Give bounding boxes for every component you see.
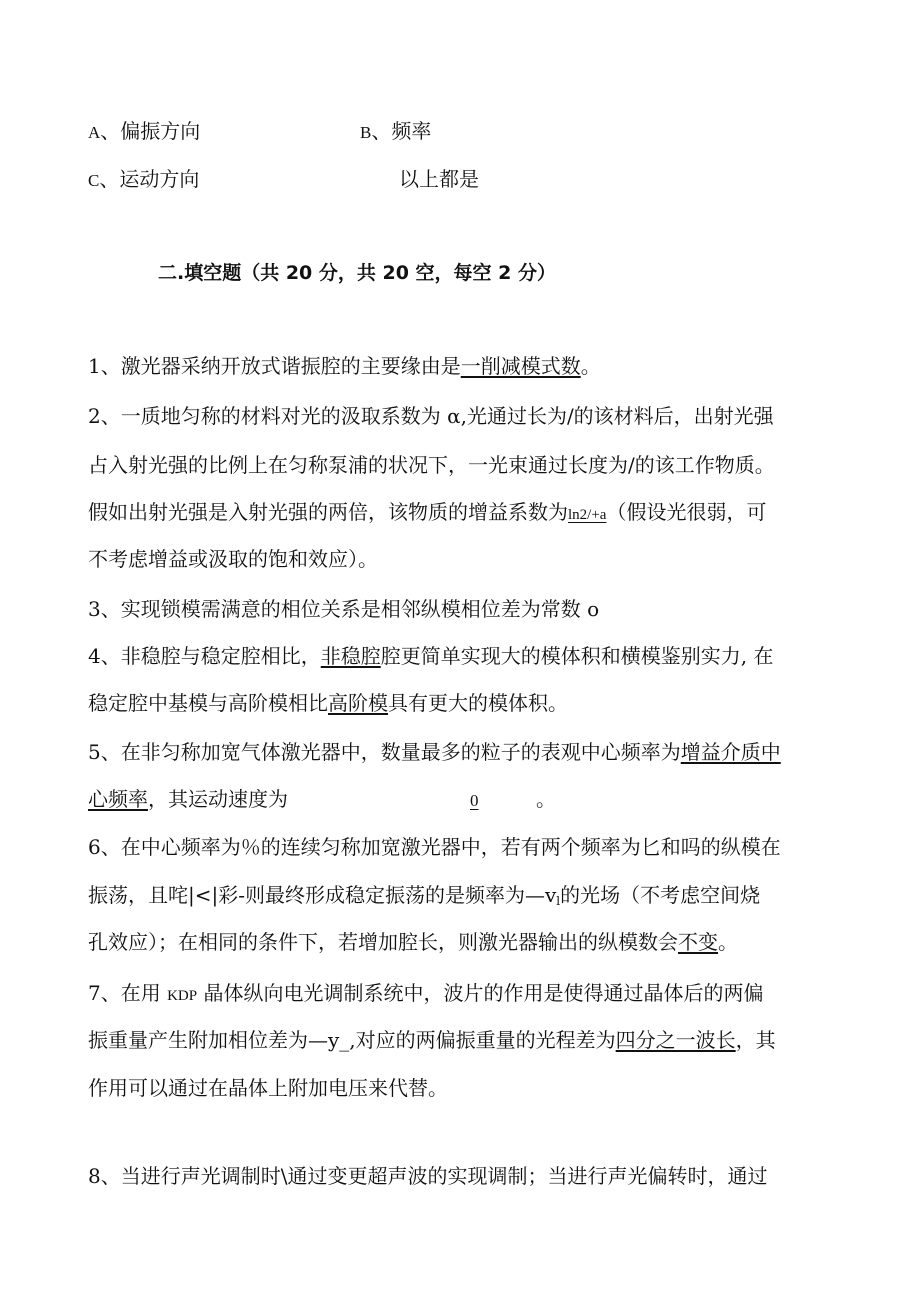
- question-5-answer-2-wrap: [470, 786, 479, 814]
- option-a-letter: A: [88, 123, 101, 142]
- question-2-line-1: 2、一质地匀称的材料对光的汲取系数为 α,光通过长为/的该材料后，出射光强: [88, 404, 774, 428]
- question-7-line-1a: 7、在用: [88, 981, 168, 1005]
- option-d: [399, 166, 479, 192]
- question-1-end: 。: [580, 354, 601, 378]
- option-c-text: 、运动方向: [99, 167, 200, 191]
- question-4-line-2a: 稳定腔中基模与高阶模相比: [88, 691, 328, 715]
- question-5-line-2b: 。: [536, 787, 556, 811]
- option-a-text: 、偏振方向: [100, 119, 201, 143]
- question-6-line-3: [88, 929, 738, 955]
- question-2-line-2: 占入射光强的比例上在匀称泵浦的状况下，一光束通过长度为/的该工作物质。: [88, 453, 775, 477]
- question-4-line-2: [88, 690, 568, 716]
- question-1: [88, 353, 601, 379]
- question-7-line-1: [88, 980, 763, 1009]
- question-5-line-1a: 5、在非匀称加宽气体激光器中，数量最多的粒子的表观中心频率为: [88, 740, 681, 764]
- question-4-line-1b: 腔更简单实现大的模体积和横模鉴别实力, 在: [380, 644, 774, 668]
- question-6-line-1: 6、在中心频率为％的连续匀称加宽激光器中，若有两个频率为匕和吗的纵模在: [88, 835, 781, 859]
- option-b-text: 、频率: [371, 119, 432, 143]
- question-2-answer: ln2/+a: [568, 507, 607, 523]
- question-5-line-2: [88, 786, 288, 812]
- question-2-line-3b: （假设光很弱，可: [606, 500, 767, 524]
- question-5-answer-1a: 增益介质中: [680, 740, 781, 764]
- question-1-text: 1、激光器采纳开放式谐振腔的主要缘由是: [88, 354, 461, 378]
- option-c-letter: C: [88, 171, 100, 190]
- question-6-answer: 不变: [678, 930, 718, 954]
- option-b: [360, 118, 431, 146]
- question-6-line-2-sub: l: [556, 894, 561, 908]
- question-2-line-4: 不考虑增益或汲取的饱和效应）。: [88, 547, 378, 571]
- question-2-line-3a: 假如出射光强是入射光强的两倍，该物质的增益系数为: [88, 500, 568, 524]
- question-5-line-2a: ，其运动速度为: [148, 787, 288, 811]
- question-1-answer: 一削减模式数: [460, 354, 581, 378]
- question-6-line-2a: 振荡，且咤|<|彩-则最终形成稳定振荡的是频率为—v: [88, 883, 557, 907]
- question-7-line-1b: 晶体纵向电光调制系统中，波片的作用是使得通过晶体后的两偏: [197, 981, 764, 1005]
- question-7-kdp: KDP: [167, 988, 198, 1004]
- question-2-line-3: [88, 499, 766, 528]
- option-c: [88, 166, 199, 194]
- question-4-line-1a: 4、非稳腔与稳定腔相比，: [88, 644, 321, 668]
- option-a: [88, 118, 200, 146]
- section-heading: 二.填空题（共 20 分，共 20 空，每空 2 分）: [158, 262, 557, 284]
- question-5-line-1: [88, 739, 781, 765]
- question-7-line-2: [88, 1027, 776, 1053]
- question-4-answer-2: 高阶模: [328, 691, 388, 715]
- question-8-line-1: 8、当进行声光调制时\通过变更超声波的实现调制；当进行声光偏转时，通过: [88, 1164, 768, 1188]
- question-4-answer-1: 非稳腔: [320, 644, 381, 668]
- question-3: 3、实现锁模需满意的相位关系是相邻纵模相位差为常数 o: [88, 597, 600, 621]
- question-6-line-3a: 孔效应）；在相同的条件下，若增加腔长，则激光器输出的纵模数会: [88, 930, 678, 954]
- question-7-line-3: 作用可以通过在晶体上附加电压来代替。: [88, 1076, 448, 1100]
- question-7-line-2a: 振重量产生附加相位差为—y_,对应的两偏振重量的光程差为: [88, 1028, 616, 1052]
- question-5-answer-2: 0: [470, 791, 479, 810]
- question-6-line-2: [88, 882, 760, 914]
- question-7-line-2b: ，其: [735, 1028, 776, 1052]
- option-b-letter: B: [360, 123, 372, 142]
- question-5-answer-1b: 心频率: [88, 787, 148, 811]
- question-6-line-2b: 的光场（不考虑空间烧: [560, 883, 761, 907]
- question-6-line-3b: 。: [718, 930, 738, 954]
- question-7-answer: 四分之一波长: [615, 1028, 736, 1052]
- question-4-line-2b: 具有更大的模体积。: [388, 691, 568, 715]
- option-d-text: 以上都是: [399, 167, 479, 191]
- question-4-line-1: [88, 643, 773, 669]
